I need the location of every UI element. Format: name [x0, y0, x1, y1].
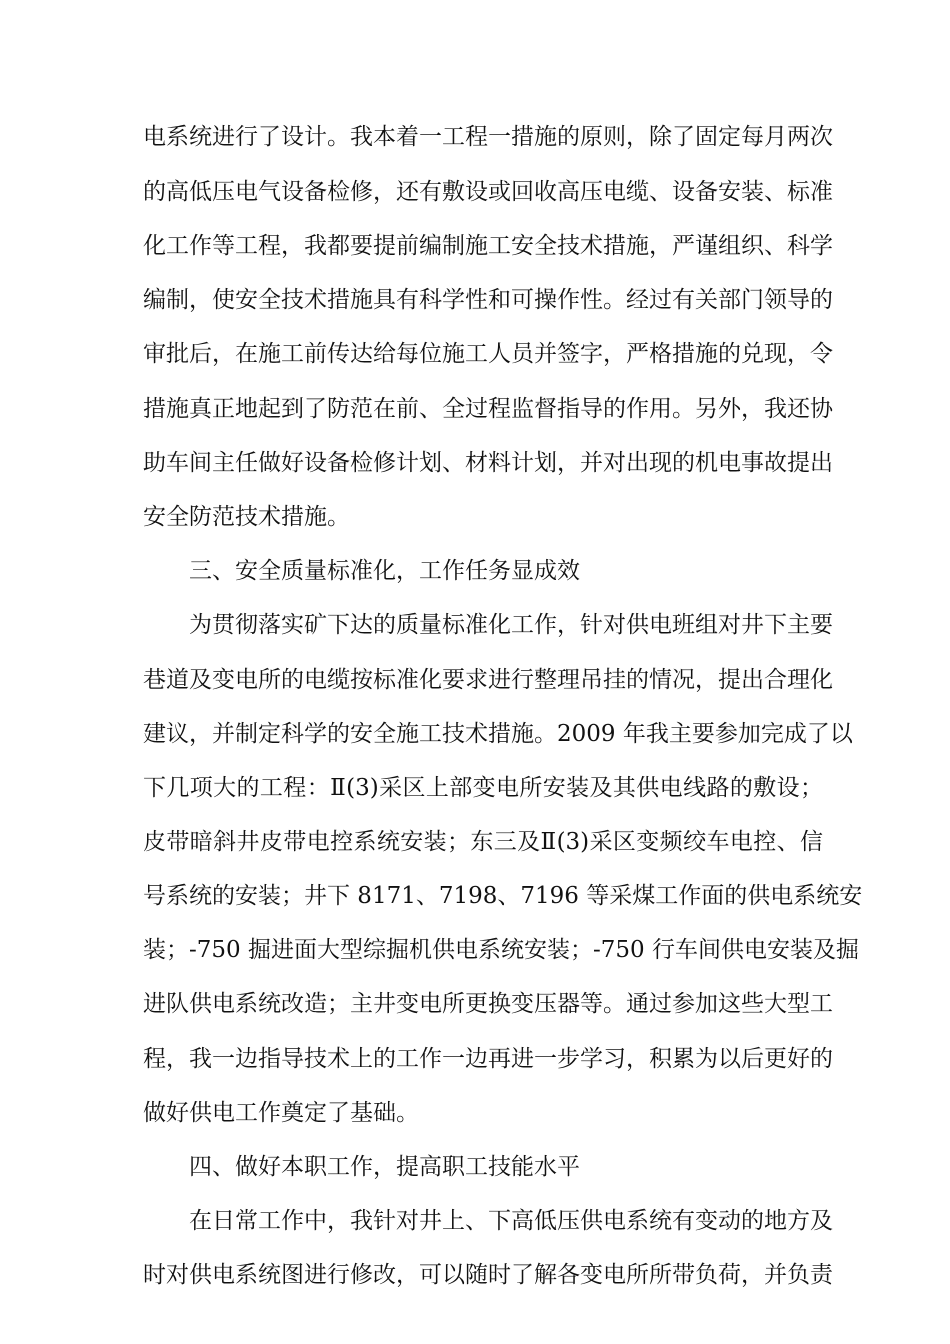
paragraph-1-line-5: 审批后，在施工前传达给每位施工人员并签字，严格措施的兑现，令: [143, 341, 833, 367]
section-heading-4: 四、做好本职工作，提高职工技能水平: [189, 1154, 580, 1180]
paragraph-2-line-6: 号系统的安装；井下 8171、7198、7196 等采煤工作面的供电系统安: [143, 883, 863, 909]
paragraph-2-line-7: 装；-750 掘进面大型综掘机供电系统安装；-750 行车间供电安装及掘: [143, 937, 859, 963]
paragraph-2-line-3: 建议，并制定科学的安全施工技术措施。2009 年我主要参加完成了以: [143, 721, 853, 747]
paragraph-2-line-10: 做好供电工作奠定了基础。: [143, 1100, 419, 1126]
paragraph-2-line-1: 为贯彻落实矿下达的质量标准化工作，针对供电班组对井下主要: [189, 612, 833, 638]
paragraph-1-line-3: 化工作等工程，我都要提前编制施工安全技术措施，严谨组织、科学: [143, 233, 833, 259]
paragraph-1-line-2: 的高低压电气设备检修，还有敷设或回收高压电缆、设备安装、标准: [143, 179, 833, 205]
paragraph-2-line-5: 皮带暗斜井皮带电控系统安装；东三及Ⅱ(3)采区变频绞车电控、信: [143, 829, 823, 855]
paragraph-1-line-8: 安全防范技术措施。: [143, 504, 350, 530]
paragraph-3-line-2: 时对供电系统图进行修改，可以随时了解各变电所所带负荷，并负责: [143, 1262, 833, 1288]
paragraph-3-line-1: 在日常工作中，我针对井上、下高低压供电系统有变动的地方及: [189, 1208, 833, 1234]
section-heading-3: 三、安全质量标准化，工作任务显成效: [189, 558, 580, 584]
paragraph-1-line-4: 编制，使安全技术措施具有科学性和可操作性。经过有关部门领导的: [143, 287, 833, 313]
paragraph-2-line-8: 进队供电系统改造；主井变电所更换变压器等。通过参加这些大型工: [143, 991, 833, 1017]
paragraph-2-line-9: 程，我一边指导技术上的工作一边再进一步学习，积累为以后更好的: [143, 1046, 833, 1072]
paragraph-1-line-1: 电系统进行了设计。我本着一工程一措施的原则，除了固定每月两次: [143, 124, 833, 150]
paragraph-1-line-7: 助车间主任做好设备检修计划、材料计划，并对出现的机电事故提出: [143, 450, 833, 476]
paragraph-1-line-6: 措施真正地起到了防范在前、全过程监督指导的作用。另外，我还协: [143, 396, 833, 422]
paragraph-2-line-4: 下几项大的工程：Ⅱ(3)采区上部变电所安装及其供电线路的敷设；: [143, 775, 823, 801]
paragraph-2-line-2: 巷道及变电所的电缆按标准化要求进行整理吊挂的情况，提出合理化: [143, 667, 833, 693]
